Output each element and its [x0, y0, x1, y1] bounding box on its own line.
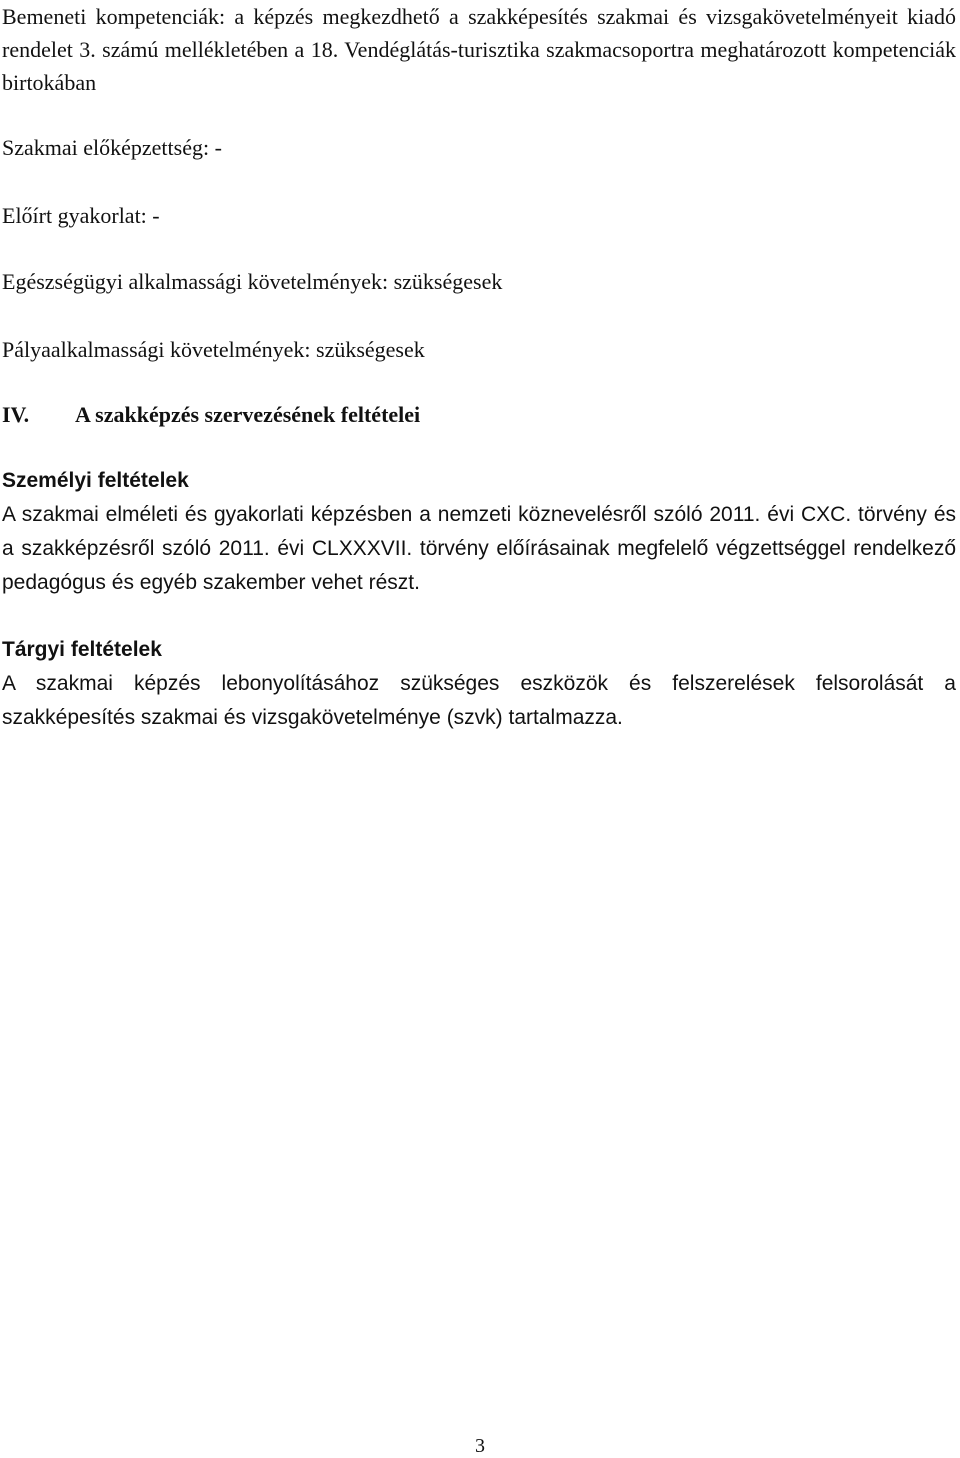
section-heading — [2, 398, 420, 431]
palyaalkalmassagi-kovetelmenyek-line: Pályaalkalmassági követelmények: szükségesek — [2, 337, 425, 362]
bemeneti-kompetenciak-paragraph: Bemeneti kompetenciák: a képzés megkezdhető a szakképesítés szakmai és vizsgakövetelményeit kiadó rendelet 3. számú mellékletében a 18. Vendéglátás-turisztika szakmacsoportra meghatározott kompetenciák birtokában — [2, 4, 956, 95]
section-number: IV. — [2, 402, 30, 427]
szemelyi-feltetelek-heading: Személyi feltételek — [2, 469, 189, 492]
targyi-feltetelek-body: A szakmai képzés lebonyolításához szükséges eszközök és felszerelések felsorolását a szakképesítés szakmai és vizsgakövetelménye (szvk) tartalmazza. — [2, 672, 956, 729]
szakmai-elokepzettseg-line: Szakmai előképzettség: - — [2, 135, 222, 160]
eloirt-gyakorlat-line: Előírt gyakorlat: - — [2, 203, 160, 228]
egeszsegugyi-kovetelmenyek-line: Egészségügyi alkalmassági követelmények: szükségesek — [2, 269, 503, 294]
targyi-feltetelek-heading: Tárgyi feltételek — [2, 638, 162, 661]
page-number: 3 — [475, 1435, 485, 1457]
section-title: A szakképzés szervezésének feltételei — [75, 402, 421, 427]
szemelyi-feltetelek-body: A szakmai elméleti és gyakorlati képzésben a nemzeti köznevelésről szóló 2011. évi CXC. törvény és a szakképzésről szóló 2011. évi CLXXXVII. törvény előírásainak megfelelő végzettséggel rendelkező pedagógus és egyéb szakember vehet részt. — [2, 503, 956, 594]
